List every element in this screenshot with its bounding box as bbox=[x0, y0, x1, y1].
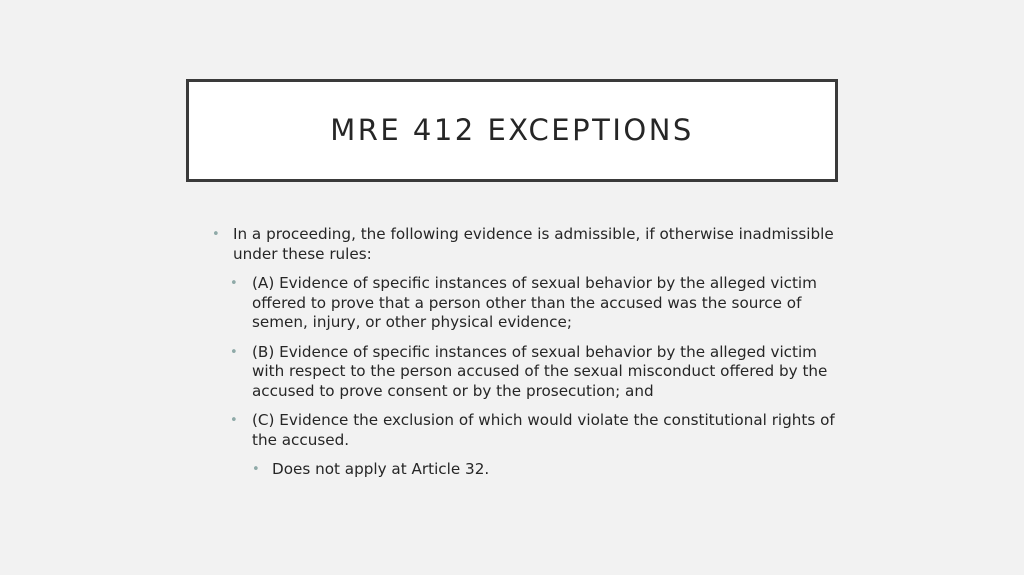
slide-title: MRE 412 EXCEPTIONS bbox=[330, 112, 694, 147]
bullet-text: (A) Evidence of specific instances of sexual behavior by the alleged victim offered to prove that a person other than the accused was the source of semen, injury, or other physical evidence; bbox=[252, 274, 817, 331]
bullet-text: (B) Evidence of specific instances of sexual behavior by the alleged victim with respect to the person accused of the sexual misconduct offered by the accused to prove consent or by the prosecution; and bbox=[252, 342, 828, 400]
bullet-item-1 bbox=[210, 225, 850, 264]
bullet-dot-icon: • bbox=[212, 227, 220, 242]
slide-content bbox=[210, 225, 850, 490]
bullet-dot-icon: • bbox=[230, 344, 238, 360]
bullet-dot-icon: • bbox=[230, 413, 238, 428]
bullet-item-2 bbox=[210, 274, 850, 333]
bullet-dot-icon: • bbox=[252, 462, 260, 477]
bullet-item-5 bbox=[210, 460, 850, 480]
bullet-item-4 bbox=[210, 411, 850, 450]
bullet-text: Does not apply at Article 32. bbox=[272, 460, 490, 478]
bullet-text: In a proceeding, the following evidence is admissible, if otherwise inadmissible under these rules: bbox=[233, 225, 834, 263]
bullet-text: (C) Evidence the exclusion of which would violate the constitutional rights of the accused. bbox=[252, 411, 835, 449]
title-box bbox=[186, 79, 838, 182]
bullet-dot-icon: • bbox=[230, 276, 238, 291]
bullet-item-3 bbox=[210, 343, 850, 402]
